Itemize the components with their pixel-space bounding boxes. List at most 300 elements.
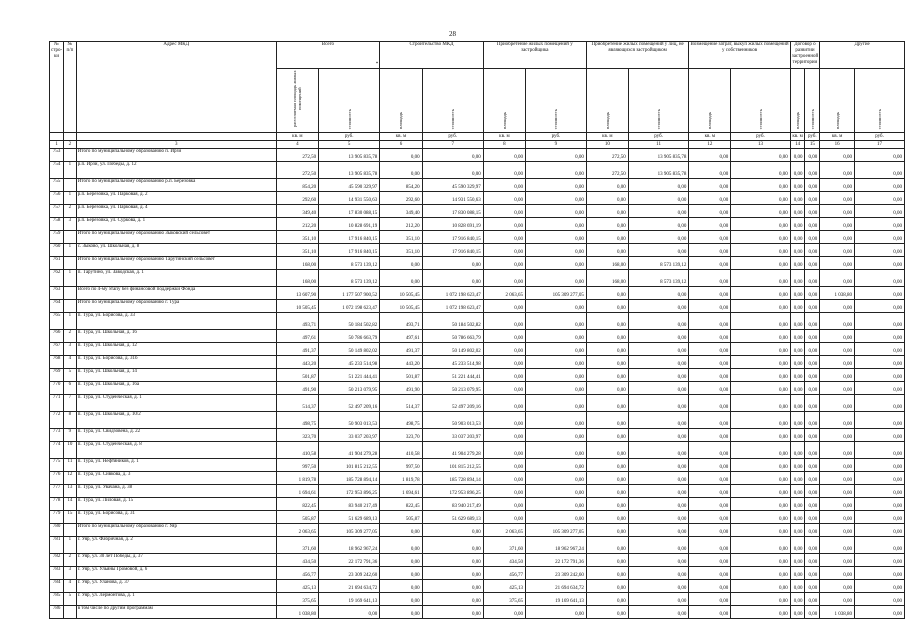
value-cell: 0,00 bbox=[805, 498, 820, 511]
value-cell: 0,00 bbox=[586, 231, 628, 244]
value-cell: 13 905 835,78 bbox=[319, 162, 380, 179]
header-address: Адрес МКД bbox=[76, 42, 276, 133]
value-cell: 8 573 139,12 bbox=[319, 270, 380, 287]
column-number-cell: 15 bbox=[805, 141, 820, 149]
value-cell: 0,00 bbox=[855, 179, 905, 192]
value-cell: 1 038,80 bbox=[820, 287, 855, 300]
value-cell: 0,00 bbox=[483, 442, 525, 459]
item-number-cell: 1 bbox=[64, 192, 77, 205]
item-number-cell bbox=[64, 231, 77, 244]
column-number-cell: 2 bbox=[64, 141, 77, 149]
value-cell: 0,00 bbox=[731, 567, 791, 580]
housing-program-table bbox=[49, 41, 905, 619]
value-cell: 0,00 bbox=[319, 606, 380, 619]
value-cell: 0,00 bbox=[689, 149, 731, 162]
value-cell: 0,00 bbox=[855, 313, 905, 330]
value-cell: 0,00 bbox=[526, 244, 587, 257]
row-number-cell: 757 bbox=[50, 205, 64, 218]
unit-cell: руб. bbox=[805, 133, 820, 141]
row-number-cell: 767 bbox=[50, 343, 64, 356]
item-number-cell: 11 bbox=[64, 459, 77, 472]
value-cell: 0,00 bbox=[628, 369, 689, 382]
value-cell: 17 916 840,15 bbox=[319, 231, 380, 244]
value-cell: 0,00 bbox=[731, 257, 791, 270]
value-cell: 0,00 bbox=[689, 593, 731, 606]
address-cell: п. Тарутино, ул. Заводская, д. 1 bbox=[76, 270, 276, 287]
value-cell: 0,00 bbox=[586, 369, 628, 382]
value-cell: 272,50 bbox=[276, 162, 318, 179]
item-number-cell: 1 bbox=[64, 244, 77, 257]
value-cell: 0,00 bbox=[790, 395, 805, 412]
subcolumn-header-label: площадь bbox=[501, 111, 507, 129]
value-cell: 0,00 bbox=[805, 554, 820, 567]
value-cell: 19 169 641,13 bbox=[526, 593, 587, 606]
subcolumn-header bbox=[805, 69, 820, 133]
value-cell: 0,00 bbox=[820, 459, 855, 472]
value-cell: 323,70 bbox=[276, 429, 318, 442]
value-cell: 0,00 bbox=[422, 524, 483, 537]
value-cell: 0,00 bbox=[790, 313, 805, 330]
value-cell: 0,00 bbox=[855, 231, 905, 244]
value-cell: 0,00 bbox=[586, 537, 628, 554]
value-cell: 83 940 217,49 bbox=[319, 498, 380, 511]
value-cell: 0,00 bbox=[526, 192, 587, 205]
item-number-cell: 1 bbox=[64, 270, 77, 287]
subcolumn-header-label: стоимость bbox=[450, 108, 456, 129]
value-cell: 0,00 bbox=[790, 511, 805, 524]
value-cell: 323,70 bbox=[380, 429, 422, 442]
value-cell: 0,00 bbox=[526, 485, 587, 498]
value-cell: 8 573 139,12 bbox=[628, 270, 689, 287]
value-cell: 0,00 bbox=[805, 606, 820, 619]
value-cell: 0,00 bbox=[483, 179, 525, 192]
value-cell: 0,00 bbox=[805, 524, 820, 537]
value-cell: 45 590 329,97 bbox=[422, 179, 483, 192]
address-cell: Итого по муниципальному образованию г. Тура bbox=[76, 300, 276, 313]
value-cell: 0,00 bbox=[586, 567, 628, 580]
value-cell: 0,00 bbox=[731, 459, 791, 472]
value-cell: 0,00 bbox=[855, 270, 905, 287]
value-cell: 0,00 bbox=[628, 524, 689, 537]
value-cell: 0,00 bbox=[586, 485, 628, 498]
value-cell: 0,00 bbox=[422, 537, 483, 554]
value-cell: 0,00 bbox=[483, 498, 525, 511]
address-cell: Итого по муниципальному образованию п. Ирзи bbox=[76, 149, 276, 162]
unit-cell bbox=[64, 133, 77, 141]
value-cell: 0,00 bbox=[820, 205, 855, 218]
value-cell: 0,00 bbox=[731, 231, 791, 244]
value-cell: 2 063,65 bbox=[276, 524, 318, 537]
value-cell: 0,00 bbox=[855, 485, 905, 498]
value-cell: 292,60 bbox=[380, 192, 422, 205]
value-cell: 0,00 bbox=[689, 162, 731, 179]
value-cell: 0,00 bbox=[820, 343, 855, 356]
value-cell: 0,00 bbox=[380, 149, 422, 162]
value-cell: 0,00 bbox=[820, 429, 855, 442]
table-row bbox=[50, 442, 905, 459]
value-cell: 0,00 bbox=[526, 162, 587, 179]
header-footnote-mark: * bbox=[375, 62, 379, 67]
item-number-cell bbox=[64, 179, 77, 192]
value-cell: 0,00 bbox=[855, 429, 905, 442]
value-cell: 0,00 bbox=[380, 554, 422, 567]
value-cell: 0,00 bbox=[586, 580, 628, 593]
value-cell: 1 072 198 623,47 bbox=[422, 287, 483, 300]
table-header bbox=[50, 42, 905, 149]
item-number-cell: 4 bbox=[64, 580, 77, 593]
value-cell: 8 573 139,12 bbox=[628, 257, 689, 270]
value-cell: 0,00 bbox=[790, 192, 805, 205]
value-cell: 0,00 bbox=[526, 343, 587, 356]
value-cell: 0,00 bbox=[483, 162, 525, 179]
value-cell: 0,00 bbox=[526, 356, 587, 369]
value-cell: 0,00 bbox=[628, 395, 689, 412]
value-cell: 0,00 bbox=[790, 330, 805, 343]
value-cell: 0,00 bbox=[689, 382, 731, 395]
value-cell: 0,00 bbox=[526, 498, 587, 511]
address-cell: п. Тура, ул. Школьная, д. 16а bbox=[76, 382, 276, 395]
value-cell: 493,71 bbox=[276, 313, 318, 330]
table-row bbox=[50, 356, 905, 369]
value-cell: 0,00 bbox=[628, 300, 689, 313]
value-cell: 0,00 bbox=[586, 205, 628, 218]
column-number-cell: 10 bbox=[586, 141, 628, 149]
row-number-cell: 768 bbox=[50, 356, 64, 369]
unit-cell: руб. bbox=[628, 133, 689, 141]
value-cell: 50 213 079,95 bbox=[319, 382, 380, 395]
table-row bbox=[50, 218, 905, 231]
row-number-cell: 782 bbox=[50, 554, 64, 567]
value-cell: 83 940 217,49 bbox=[422, 498, 483, 511]
value-cell: 45 233 514,98 bbox=[319, 356, 380, 369]
value-cell: 0,00 bbox=[820, 498, 855, 511]
value-cell: 0,00 bbox=[731, 218, 791, 231]
value-cell: 0,00 bbox=[731, 343, 791, 356]
value-cell: 45 233 514,98 bbox=[422, 356, 483, 369]
value-cell: 0,00 bbox=[805, 485, 820, 498]
value-cell: 0,00 bbox=[689, 356, 731, 369]
value-cell: 0,00 bbox=[805, 580, 820, 593]
value-cell: 10 505,45 bbox=[276, 300, 318, 313]
header-other: Другие bbox=[820, 42, 905, 69]
value-cell: 0,00 bbox=[380, 580, 422, 593]
row-number-cell: 756 bbox=[50, 192, 64, 205]
value-cell: 0,00 bbox=[689, 218, 731, 231]
value-cell: 17 916 840,15 bbox=[319, 244, 380, 257]
table-row bbox=[50, 580, 905, 593]
subcolumn-header-label: площадь bbox=[604, 111, 610, 129]
value-cell: 0,00 bbox=[628, 485, 689, 498]
item-number-cell bbox=[64, 257, 77, 270]
value-cell: 0,00 bbox=[731, 606, 791, 619]
row-number-cell: 784 bbox=[50, 580, 64, 593]
item-number-cell bbox=[64, 606, 77, 619]
value-cell: 212,20 bbox=[380, 218, 422, 231]
value-cell: 1 694,61 bbox=[276, 485, 318, 498]
value-cell: 0,00 bbox=[483, 485, 525, 498]
row-number-cell: 776 bbox=[50, 472, 64, 485]
value-cell: 0,00 bbox=[820, 179, 855, 192]
row-number-cell: 781 bbox=[50, 537, 64, 554]
row-number-cell: 780 bbox=[50, 524, 64, 537]
value-cell: 491,37 bbox=[380, 343, 422, 356]
item-number-cell: 1 bbox=[64, 313, 77, 330]
subcolumn-header-label: площадь bbox=[398, 111, 404, 129]
value-cell: 0,00 bbox=[380, 537, 422, 554]
header-purchase-developer: Приобретение жилых помещений у застройщика bbox=[483, 42, 586, 69]
value-cell: 0,00 bbox=[689, 429, 731, 442]
table-row bbox=[50, 429, 905, 442]
value-cell: 505,87 bbox=[380, 511, 422, 524]
row-number-cell: 775 bbox=[50, 459, 64, 472]
value-cell: 0,00 bbox=[855, 369, 905, 382]
value-cell: 0,00 bbox=[483, 369, 525, 382]
value-cell: 0,00 bbox=[731, 205, 791, 218]
value-cell: 0,00 bbox=[805, 382, 820, 395]
value-cell: 17 916 840,15 bbox=[422, 244, 483, 257]
value-cell: 51 221 444,41 bbox=[319, 369, 380, 382]
value-cell: 0,00 bbox=[805, 244, 820, 257]
value-cell: 0,00 bbox=[586, 313, 628, 330]
value-cell: 0,00 bbox=[790, 472, 805, 485]
value-cell: 0,00 bbox=[790, 554, 805, 567]
table-row bbox=[50, 485, 905, 498]
subcolumn-header bbox=[380, 69, 422, 133]
table-row bbox=[50, 231, 905, 244]
item-number-cell: 1 bbox=[64, 162, 77, 179]
value-cell: 351,10 bbox=[276, 231, 318, 244]
row-number-cell: 778 bbox=[50, 498, 64, 511]
value-cell: 0,00 bbox=[805, 537, 820, 554]
value-cell: 0,00 bbox=[483, 412, 525, 429]
value-cell: 0,00 bbox=[731, 244, 791, 257]
value-cell: 0,00 bbox=[586, 606, 628, 619]
subcolumn-header bbox=[276, 69, 318, 133]
value-cell: 105 309 277,05 bbox=[319, 524, 380, 537]
value-cell: 1 694,61 bbox=[380, 485, 422, 498]
item-number-cell: 1 bbox=[64, 537, 77, 554]
subcolumn-header-label: стоимость bbox=[757, 108, 763, 129]
value-cell: 41 904 279,28 bbox=[422, 442, 483, 459]
value-cell: 0,00 bbox=[805, 356, 820, 369]
value-cell: 51 629 689,13 bbox=[319, 511, 380, 524]
value-cell: 0,00 bbox=[855, 287, 905, 300]
value-cell: 0,00 bbox=[855, 524, 905, 537]
value-cell: 371,60 bbox=[483, 537, 525, 554]
address-cell: р.п. Березовка, ул. Суркова, д. 1 bbox=[76, 218, 276, 231]
value-cell: 0,00 bbox=[689, 244, 731, 257]
value-cell: 514,37 bbox=[276, 395, 318, 412]
value-cell: 101 815 212,55 bbox=[319, 459, 380, 472]
value-cell: 168,00 bbox=[276, 257, 318, 270]
value-cell: 0,00 bbox=[805, 257, 820, 270]
value-cell: 0,00 bbox=[820, 257, 855, 270]
address-cell: п. Тура, ул. Студенческая, д. 1 bbox=[76, 395, 276, 412]
value-cell: 0,00 bbox=[483, 343, 525, 356]
value-cell: 349,40 bbox=[276, 205, 318, 218]
table-row bbox=[50, 205, 905, 218]
value-cell: 50 786 663,79 bbox=[319, 330, 380, 343]
value-cell: 13 905 835,78 bbox=[628, 162, 689, 179]
value-cell: 0,00 bbox=[526, 412, 587, 429]
header-total-label: Всего bbox=[321, 42, 335, 47]
value-cell: 0,00 bbox=[731, 442, 791, 459]
item-number-cell: 9 bbox=[64, 429, 77, 442]
value-cell: 0,00 bbox=[805, 270, 820, 287]
address-cell: п. Тура, ул. Лиловая, д. 15 bbox=[76, 498, 276, 511]
value-cell: 0,00 bbox=[790, 300, 805, 313]
value-cell: 0,00 bbox=[820, 511, 855, 524]
value-cell: 23 309 242,60 bbox=[526, 567, 587, 580]
unit-cell: кв. м bbox=[276, 133, 318, 141]
value-cell: 0,00 bbox=[628, 511, 689, 524]
row-number-cell: 771 bbox=[50, 395, 64, 412]
value-cell: 10 505,45 bbox=[380, 300, 422, 313]
value-cell: 0,00 bbox=[483, 300, 525, 313]
value-cell: 0,00 bbox=[483, 257, 525, 270]
column-number-cell: 5 bbox=[319, 141, 380, 149]
unit-cell: руб. bbox=[731, 133, 791, 141]
value-cell: 1 072 198 623,47 bbox=[319, 300, 380, 313]
value-cell: 0,00 bbox=[422, 149, 483, 162]
unit-cell: кв. м bbox=[820, 133, 855, 141]
table-row bbox=[50, 459, 905, 472]
subcolumn-header bbox=[855, 69, 905, 133]
item-number-cell: 3 bbox=[64, 567, 77, 580]
value-cell: 0,00 bbox=[731, 524, 791, 537]
value-cell: 0,00 bbox=[790, 593, 805, 606]
value-cell: 0,00 bbox=[689, 524, 731, 537]
value-cell: 0,00 bbox=[805, 593, 820, 606]
value-cell: 0,00 bbox=[805, 231, 820, 244]
address-cell: п. Тура, ул. Школьная, д. 12 bbox=[76, 343, 276, 356]
value-cell: 0,00 bbox=[483, 472, 525, 485]
value-cell: 410,58 bbox=[276, 442, 318, 459]
value-cell: 18 962 967,24 bbox=[319, 537, 380, 554]
address-cell: п. Тура, ул. Борисова, д. 31 bbox=[76, 511, 276, 524]
item-number-cell: 2 bbox=[64, 554, 77, 567]
value-cell: 0,00 bbox=[483, 606, 525, 619]
value-cell: 0,00 bbox=[820, 472, 855, 485]
header-purchase-others: Приобретение жилых помещений у лиц, не являющихся застройщиком bbox=[586, 42, 689, 69]
value-cell: 17 830 088,15 bbox=[422, 205, 483, 218]
table-row bbox=[50, 192, 905, 205]
subcolumn-header-label: площадь bbox=[834, 111, 840, 129]
value-cell: 172 953 896,25 bbox=[319, 485, 380, 498]
unit-cell: кв. м bbox=[689, 133, 731, 141]
item-number-cell bbox=[64, 287, 77, 300]
address-cell: г. Уяр, ул. Фабричная, д. 2 bbox=[76, 537, 276, 554]
value-cell: 0,00 bbox=[628, 593, 689, 606]
value-cell: 0,00 bbox=[731, 330, 791, 343]
value-cell: 105 309 277,05 bbox=[526, 524, 587, 537]
value-cell: 41 904 279,28 bbox=[319, 442, 380, 459]
item-number-cell: 2 bbox=[64, 330, 77, 343]
value-cell: 0,00 bbox=[483, 149, 525, 162]
value-cell: 497,61 bbox=[276, 330, 318, 343]
row-number-cell: 759 bbox=[50, 231, 64, 244]
value-cell: 0,00 bbox=[689, 580, 731, 593]
value-cell: 456,77 bbox=[483, 567, 525, 580]
header-development-contract: Договор о развитии застроенной территории bbox=[790, 42, 819, 69]
value-cell: 0,00 bbox=[855, 382, 905, 395]
value-cell: 0,00 bbox=[422, 162, 483, 179]
value-cell: 0,00 bbox=[855, 442, 905, 459]
value-cell: 0,00 bbox=[790, 287, 805, 300]
value-cell: 0,00 bbox=[628, 459, 689, 472]
value-cell: 0,00 bbox=[380, 257, 422, 270]
value-cell: 0,00 bbox=[790, 343, 805, 356]
value-cell: 425,13 bbox=[483, 580, 525, 593]
value-cell: 0,00 bbox=[855, 149, 905, 162]
value-cell: 0,00 bbox=[586, 511, 628, 524]
value-cell: 8 573 139,12 bbox=[319, 257, 380, 270]
value-cell: 0,00 bbox=[805, 192, 820, 205]
header-compensation: Возмещение затрат, выкуп жилых помещений у собственников bbox=[689, 42, 790, 69]
value-cell: 0,00 bbox=[855, 218, 905, 231]
value-cell: 854,20 bbox=[276, 179, 318, 192]
table-row bbox=[50, 382, 905, 395]
value-cell: 0,00 bbox=[820, 593, 855, 606]
value-cell: 443,20 bbox=[380, 356, 422, 369]
value-cell: 0,00 bbox=[689, 300, 731, 313]
value-cell: 0,00 bbox=[805, 511, 820, 524]
row-number-cell: 765 bbox=[50, 313, 64, 330]
table-row bbox=[50, 300, 905, 313]
value-cell: 0,00 bbox=[483, 429, 525, 442]
value-cell: 0,00 bbox=[628, 287, 689, 300]
value-cell: 17 830 088,15 bbox=[319, 205, 380, 218]
value-cell: 2 063,65 bbox=[483, 287, 525, 300]
table-row bbox=[50, 511, 905, 524]
subcolumn-header bbox=[820, 69, 855, 133]
value-cell: 22 172 791,36 bbox=[526, 554, 587, 567]
value-cell: 0,00 bbox=[628, 313, 689, 330]
value-cell: 0,00 bbox=[526, 313, 587, 330]
value-cell: 0,00 bbox=[820, 485, 855, 498]
value-cell: 0,00 bbox=[586, 524, 628, 537]
value-cell: 1 177 507 900,52 bbox=[319, 287, 380, 300]
table-row bbox=[50, 179, 905, 192]
value-cell: 0,00 bbox=[731, 287, 791, 300]
column-number-cell: 7 bbox=[422, 141, 483, 149]
value-cell: 0,00 bbox=[805, 459, 820, 472]
header-column-numbers bbox=[50, 141, 905, 149]
address-cell: п. Тура, ул. Школьная, д. 14 bbox=[76, 369, 276, 382]
row-number-cell: 760 bbox=[50, 244, 64, 257]
value-cell: 13 905 835,78 bbox=[319, 149, 380, 162]
column-number-cell: 13 bbox=[731, 141, 791, 149]
value-cell: 0,00 bbox=[689, 485, 731, 498]
value-cell: 0,00 bbox=[586, 593, 628, 606]
value-cell: 0,00 bbox=[790, 537, 805, 554]
value-cell: 854,20 bbox=[380, 179, 422, 192]
header-units bbox=[50, 133, 905, 141]
column-number-cell: 9 bbox=[526, 141, 587, 149]
value-cell: 0,00 bbox=[483, 382, 525, 395]
value-cell: 0,00 bbox=[855, 472, 905, 485]
table-row bbox=[50, 369, 905, 382]
subcolumn-header bbox=[731, 69, 791, 133]
value-cell: 0,00 bbox=[790, 580, 805, 593]
value-cell: 497,61 bbox=[380, 330, 422, 343]
value-cell: 0,00 bbox=[805, 287, 820, 300]
value-cell: 0,00 bbox=[380, 567, 422, 580]
value-cell: 501,87 bbox=[276, 369, 318, 382]
value-cell: 1 038,80 bbox=[820, 606, 855, 619]
item-number-cell: 5 bbox=[64, 369, 77, 382]
value-cell: 0,00 bbox=[820, 218, 855, 231]
